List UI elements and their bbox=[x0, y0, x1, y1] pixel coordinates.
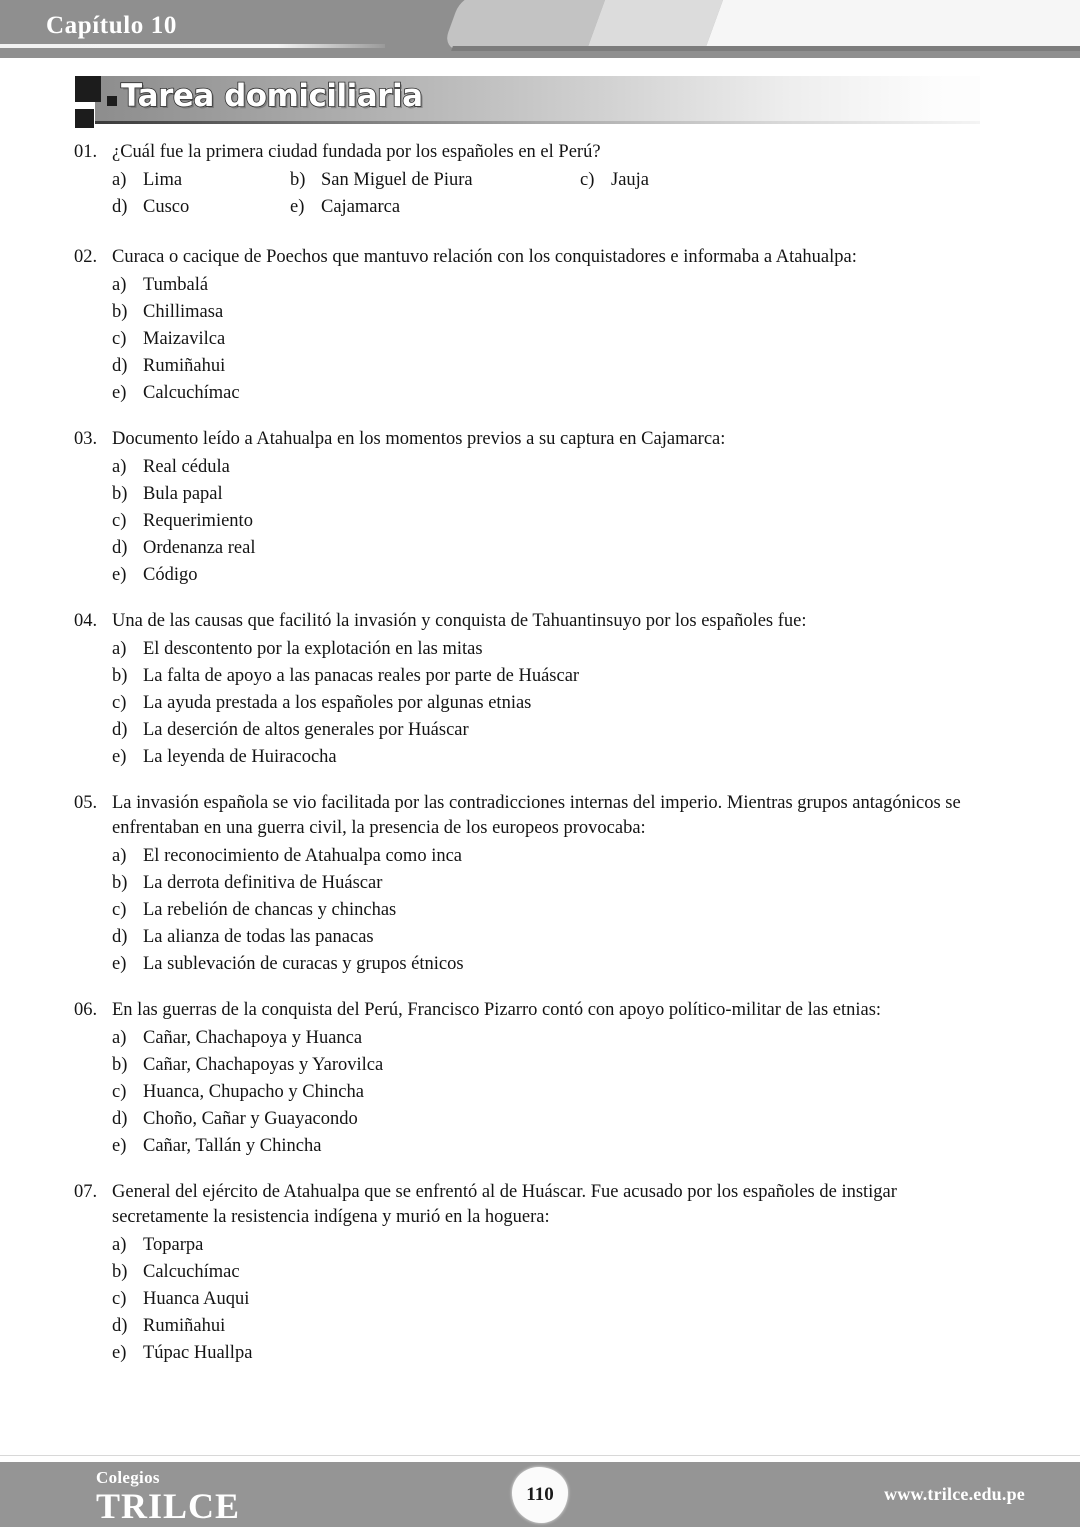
option-label: e) bbox=[112, 747, 127, 767]
square-accent-top-icon bbox=[75, 76, 101, 102]
question-heading bbox=[0, 1180, 1080, 1230]
option-row bbox=[0, 167, 1080, 194]
website-url: www.trilce.edu.pe bbox=[884, 1484, 1025, 1504]
option-text: Jauja bbox=[611, 170, 650, 190]
option-list bbox=[0, 843, 1080, 978]
option-label: c) bbox=[112, 1082, 127, 1102]
option-item[interactable] bbox=[290, 167, 580, 194]
question-item bbox=[0, 140, 1080, 221]
option-label: a) bbox=[112, 457, 127, 477]
header-diagonal-band-2 bbox=[587, 0, 725, 50]
square-accent-bottom-icon bbox=[75, 109, 94, 128]
option-item[interactable] bbox=[0, 508, 1080, 535]
option-label: a) bbox=[112, 170, 127, 190]
chapter-title: Capítulo 10 bbox=[46, 12, 177, 39]
option-label: a) bbox=[112, 275, 127, 295]
question-number: 02. bbox=[74, 247, 98, 267]
option-text: Maizavilca bbox=[143, 329, 226, 349]
option-list bbox=[0, 454, 1080, 589]
option-text: Choño, Cañar y Guayacondo bbox=[143, 1109, 358, 1129]
option-item[interactable] bbox=[0, 353, 1080, 380]
option-text: El reconocimiento de Atahualpa como inca bbox=[143, 846, 463, 866]
option-text: Huanca Auqui bbox=[143, 1289, 250, 1309]
option-text: Huanca, Chupacho y Chincha bbox=[143, 1082, 364, 1102]
option-item[interactable] bbox=[290, 194, 580, 221]
page-number: 110 bbox=[526, 1484, 554, 1505]
square-bullet-icon bbox=[107, 96, 117, 106]
option-item[interactable] bbox=[0, 380, 1080, 407]
section-title-bar bbox=[75, 76, 980, 128]
question-number: 07. bbox=[74, 1182, 98, 1202]
header-diagonal-band-1 bbox=[442, 0, 607, 50]
question-heading bbox=[0, 998, 1080, 1023]
question-text: La invasión española se vio facilitada por las contradicciones internas del imperio. Mientras grupos antagónicos se enfrentaban en una guerra civil, la presencia de los europeos provocaba: bbox=[112, 793, 961, 838]
option-item[interactable] bbox=[0, 1133, 1080, 1160]
option-label: b) bbox=[112, 1055, 128, 1075]
option-text: Chillimasa bbox=[143, 302, 224, 322]
option-label: a) bbox=[112, 1028, 127, 1048]
option-row bbox=[0, 194, 1080, 221]
option-text: Cajamarca bbox=[321, 197, 401, 217]
option-label: d) bbox=[112, 1316, 128, 1336]
question-text: Documento leído a Atahualpa en los momentos previos a su captura en Cajamarca: bbox=[112, 429, 726, 449]
option-label: a) bbox=[112, 846, 127, 866]
option-text: Requerimiento bbox=[143, 511, 253, 531]
option-text: Cañar, Chachapoyas y Yarovilca bbox=[143, 1055, 384, 1075]
option-label: d) bbox=[112, 356, 128, 376]
logo-colegios-text: Colegios bbox=[96, 1468, 160, 1487]
option-item[interactable] bbox=[580, 167, 830, 194]
question-number: 06. bbox=[74, 1000, 98, 1020]
question-number: 03. bbox=[74, 429, 98, 449]
option-text: Cañar, Chachapoya y Huanca bbox=[143, 1028, 363, 1048]
option-text: Toparpa bbox=[143, 1235, 204, 1255]
question-text: General del ejército de Atahualpa que se enfrentó al de Huáscar. Fue acusado por los españoles de instigar secretamente la resistencia indígena y murió en la hoguera: bbox=[112, 1182, 897, 1227]
option-list bbox=[0, 1232, 1080, 1367]
option-label: c) bbox=[112, 693, 127, 713]
option-label: c) bbox=[112, 1289, 127, 1309]
option-item[interactable] bbox=[0, 1052, 1080, 1079]
question-item bbox=[0, 609, 1080, 771]
option-text: Código bbox=[143, 565, 198, 585]
option-item[interactable] bbox=[0, 194, 290, 221]
header-band-shadow bbox=[451, 46, 1080, 51]
question-heading bbox=[0, 427, 1080, 452]
section-bar-underline bbox=[95, 121, 980, 124]
option-label: c) bbox=[112, 329, 127, 349]
option-item[interactable] bbox=[0, 1079, 1080, 1106]
question-item bbox=[0, 427, 1080, 589]
option-text: Cañar, Tallán y Chincha bbox=[143, 1136, 322, 1156]
option-label: c) bbox=[580, 170, 595, 190]
option-item[interactable] bbox=[0, 951, 1080, 978]
option-label: b) bbox=[112, 873, 128, 893]
question-text: En las guerras de la conquista del Perú, Francisco Pizarro contó con apoyo político-militar de las etnias: bbox=[112, 1000, 882, 1020]
option-item[interactable] bbox=[0, 870, 1080, 897]
option-label: b) bbox=[112, 302, 128, 322]
option-item[interactable] bbox=[0, 299, 1080, 326]
option-item[interactable] bbox=[0, 1025, 1080, 1052]
option-item[interactable] bbox=[0, 897, 1080, 924]
option-text: El descontento por la explotación en las mitas bbox=[143, 639, 483, 659]
page-footer bbox=[0, 1462, 1080, 1527]
option-text: Tumbalá bbox=[143, 275, 209, 295]
option-text: San Miguel de Piura bbox=[321, 170, 473, 190]
option-item[interactable] bbox=[0, 1259, 1080, 1286]
option-text: La falta de apoyo a las panacas reales por parte de Huáscar bbox=[143, 666, 580, 686]
option-list bbox=[0, 272, 1080, 407]
option-label: d) bbox=[112, 197, 128, 217]
trilce-logo bbox=[96, 1468, 240, 1525]
question-heading bbox=[0, 245, 1080, 270]
question-item bbox=[0, 791, 1080, 978]
option-item[interactable] bbox=[0, 562, 1080, 589]
option-label: e) bbox=[290, 197, 305, 217]
question-heading bbox=[0, 609, 1080, 634]
option-label: e) bbox=[112, 954, 127, 974]
option-item[interactable] bbox=[0, 1340, 1080, 1367]
option-text: Rumiñahui bbox=[143, 356, 226, 376]
question-item bbox=[0, 998, 1080, 1160]
option-text: La rebelión de chancas y chinchas bbox=[143, 900, 397, 920]
option-item[interactable] bbox=[0, 690, 1080, 717]
option-item[interactable] bbox=[0, 1313, 1080, 1340]
option-list bbox=[0, 636, 1080, 771]
option-label: b) bbox=[290, 170, 306, 190]
option-item[interactable] bbox=[0, 924, 1080, 951]
question-number: 05. bbox=[74, 793, 98, 813]
option-item[interactable] bbox=[0, 1106, 1080, 1133]
option-text: La sublevación de curacas y grupos étnicos bbox=[143, 954, 464, 974]
option-label: d) bbox=[112, 538, 128, 558]
page-number-badge bbox=[512, 1467, 568, 1523]
option-label: d) bbox=[112, 720, 128, 740]
option-list bbox=[0, 1025, 1080, 1160]
option-text: Lima bbox=[143, 170, 183, 190]
option-label: e) bbox=[112, 383, 127, 403]
question-number: 01. bbox=[74, 142, 98, 162]
option-label: e) bbox=[112, 1343, 127, 1363]
option-label: c) bbox=[112, 900, 127, 920]
option-item[interactable] bbox=[0, 636, 1080, 663]
question-item bbox=[0, 245, 1080, 407]
option-label: e) bbox=[112, 565, 127, 585]
option-text: La leyenda de Huiracocha bbox=[143, 747, 337, 767]
option-list bbox=[0, 167, 1080, 221]
question-text: ¿Cuál fue la primera ciudad fundada por los españoles en el Perú? bbox=[112, 142, 601, 162]
option-item[interactable] bbox=[0, 454, 1080, 481]
option-label: b) bbox=[112, 666, 128, 686]
header-diagonal-band-3 bbox=[705, 0, 1080, 50]
option-text: Calcuchímac bbox=[143, 383, 240, 403]
question-text: Una de las causas que facilitó la invasión y conquista de Tahuantinsuyo por los españoles fue: bbox=[112, 611, 807, 631]
question-heading bbox=[0, 791, 1080, 841]
option-item[interactable] bbox=[0, 717, 1080, 744]
option-label: e) bbox=[112, 1136, 127, 1156]
option-text: La derrota definitiva de Huáscar bbox=[143, 873, 383, 893]
option-item[interactable] bbox=[0, 663, 1080, 690]
option-text: Real cédula bbox=[143, 457, 230, 477]
option-text: Ordenanza real bbox=[143, 538, 256, 558]
section-title-text: Tarea domiciliaria bbox=[121, 78, 423, 114]
option-item[interactable] bbox=[0, 843, 1080, 870]
question-item bbox=[0, 1180, 1080, 1367]
option-text: Rumiñahui bbox=[143, 1316, 226, 1336]
option-text: La alianza de todas las panacas bbox=[143, 927, 374, 947]
option-label: b) bbox=[112, 1262, 128, 1282]
option-label: c) bbox=[112, 511, 127, 531]
option-item[interactable] bbox=[0, 1232, 1080, 1259]
questions-container bbox=[0, 140, 1080, 1387]
option-item[interactable] bbox=[0, 167, 290, 194]
option-text: Calcuchímac bbox=[143, 1262, 240, 1282]
question-number: 04. bbox=[74, 611, 98, 631]
logo-trilce-text: TRILCE bbox=[96, 1486, 241, 1526]
option-text: Túpac Huallpa bbox=[143, 1343, 253, 1363]
chapter-underline bbox=[0, 44, 385, 48]
option-item[interactable] bbox=[0, 272, 1080, 299]
option-text: Bula papal bbox=[143, 484, 223, 504]
option-label: d) bbox=[112, 927, 128, 947]
option-item[interactable] bbox=[0, 1286, 1080, 1313]
option-item[interactable] bbox=[0, 326, 1080, 353]
option-item[interactable] bbox=[0, 535, 1080, 562]
option-text: La deserción de altos generales por Huáscar bbox=[143, 720, 469, 740]
option-label: b) bbox=[112, 484, 128, 504]
option-text: La ayuda prestada a los españoles por algunas etnias bbox=[143, 693, 532, 713]
option-label: a) bbox=[112, 639, 127, 659]
option-item[interactable] bbox=[0, 744, 1080, 771]
option-item[interactable] bbox=[0, 481, 1080, 508]
option-text: Cusco bbox=[143, 197, 190, 217]
footer-divider bbox=[0, 1455, 1080, 1456]
option-label: a) bbox=[112, 1235, 127, 1255]
option-label: d) bbox=[112, 1109, 128, 1129]
question-heading bbox=[0, 140, 1080, 165]
question-text: Curaca o cacique de Poechos que mantuvo relación con los conquistadores e informaba a Atahualpa: bbox=[112, 247, 857, 267]
